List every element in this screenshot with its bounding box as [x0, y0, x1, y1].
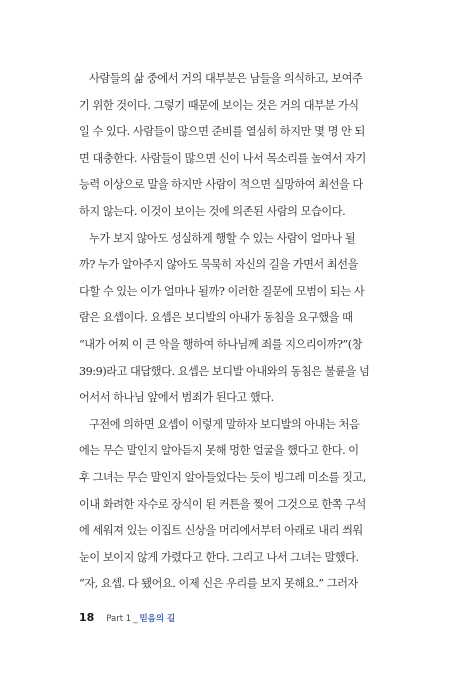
paragraph-2-line-3: 다할 수 있는 이가 얼마나 될까? 이러한 질문에 모범이 되는 사 — [79, 284, 365, 298]
paragraph-2-line-1: 누가 보지 않아도 성실하게 행할 수 있는 사람이 얼마나 될 — [89, 231, 356, 245]
paragraph-3-line-1: 구전에 의하면 요셉이 이렇게 말하자 보디발의 아내는 처음 — [89, 417, 360, 431]
paragraph-2-line-7: 어서서 하나님 앞에서 범죄가 된다고 했다. — [79, 391, 274, 405]
paragraph-3-line-7: “자, 요셉. 다 됐어요. 이제 신은 우리를 보지 못해요.” 그러자 — [79, 577, 358, 591]
paragraph-1-line-2: 기 위한 것이다. 그렇기 때문에 보이는 것은 거의 대부분 가식 — [79, 98, 359, 112]
footer-separator: _ — [133, 614, 138, 624]
paragraph-2-line-2: 까? 누가 알아주지 않아도 묵묵히 자신의 길을 가면서 최선을 — [79, 258, 358, 272]
paragraph-3-line-6: 눈이 보이지 않게 가렸다고 한다. 그리고 나서 그녀는 말했다. — [79, 550, 359, 564]
part-label: Part 1 — [106, 614, 132, 624]
page-footer — [79, 611, 175, 627]
paragraph-2-line-6: 39:9)라고 대답했다. 요셉은 보디발 아내와의 동침은 불륜을 넘 — [79, 364, 370, 378]
paragraph-3-line-4: 이내 화려한 자수로 장식이 된 커튼을 찢어 그것으로 한쪽 구석 — [79, 497, 366, 511]
paragraph-3-line-2: 에는 무슨 말인지 알아듣지 못해 멍한 얼굴을 했다고 한다. 이 — [79, 444, 359, 458]
page-number: 18 — [79, 611, 95, 624]
paragraph-1-line-4: 면 대충한다. 사람들이 많으면 신이 나서 목소리를 높여서 자기 — [79, 151, 366, 165]
paragraph-2-line-4: 람은 요셉이다. 요셉은 보디발의 아내가 동침을 요구했을 때 — [79, 311, 353, 325]
book-title: 믿음의 길 — [139, 614, 176, 624]
paragraph-1-line-6: 하지 않는다. 이것이 보이는 것에 의존된 사람의 모습이다. — [79, 204, 346, 218]
paragraph-2-line-5: “내가 어찌 이 큰 악을 행하여 하나님께 죄를 지으리이까?”(창 — [79, 337, 363, 351]
paragraph-1-line-1: 사람들의 삶 중에서 거의 대부분은 남들을 의식하고, 보여주 — [89, 72, 363, 85]
paragraph-1-line-3: 일 수 있다. 사람들이 많으면 준비를 열심히 하지만 몇 명 안 되 — [79, 125, 365, 139]
paragraph-3-line-5: 에 세워져 있는 이집트 신상을 머리에서부터 아래로 내리 씌워 — [79, 524, 363, 538]
paragraph-1-line-5: 능력 이상으로 말을 하지만 사람이 적으면 실망하여 최선을 다 — [79, 178, 363, 192]
paragraph-3-line-3: 후 그녀는 무슨 말인지 알아들었다는 듯이 빙그레 미소를 짓고, — [79, 470, 366, 484]
page-body-text — [79, 66, 392, 598]
